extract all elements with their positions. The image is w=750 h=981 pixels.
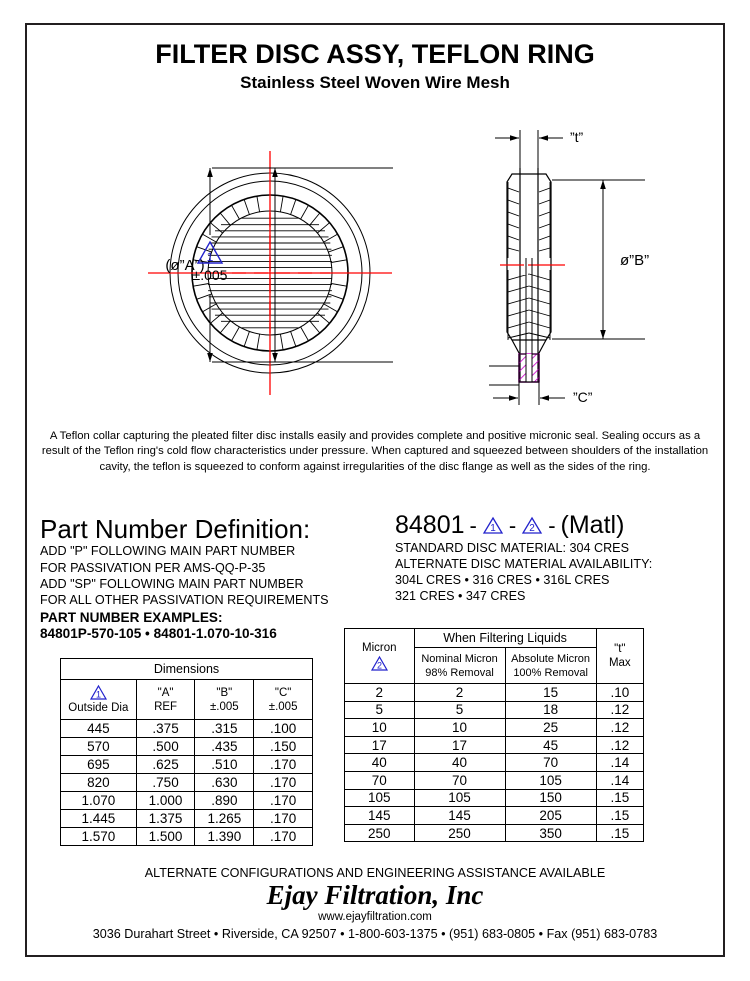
micron-cell: 10 [345,719,415,737]
micron-cell: 45 [505,736,596,754]
dim-cell: .100 [254,720,313,738]
callout-triangle-2-icon [521,516,543,535]
micron-cell: 145 [414,807,505,825]
micron-cell: .12 [596,736,643,754]
micron-cell: 250 [414,824,505,842]
micron-cell: .15 [596,789,643,807]
pn-dash-3: - [548,512,556,538]
dim-header-b-bottom: ±.005 [209,700,239,713]
dim-cell: .170 [254,828,313,846]
pn-dash-1: - [469,512,477,538]
micron-cell: .15 [596,807,643,825]
dim-cell: .510 [195,756,254,774]
table-row [61,792,313,810]
company-name: Ejay Filtration, Inc [266,880,484,910]
callout-triangle-1-icon [482,516,504,535]
table-row [345,771,644,789]
dimensions-table-wrapper [60,658,313,846]
dim-cell: .500 [136,738,195,756]
material-line-2: ALTERNATE DISC MATERIAL AVAILABILITY: [395,556,653,571]
dim-cell: .435 [195,738,254,756]
company-website[interactable]: www.ejayfiltration.com [318,910,432,923]
table-row [345,719,644,737]
dim-cell: 1.500 [136,828,195,846]
dim-cell: .750 [136,774,195,792]
micron-header-cell [345,629,415,684]
dim-cell: .890 [195,792,254,810]
dim-cell: .375 [136,720,195,738]
dim-cell: 445 [61,720,137,738]
dim-header-c-bottom: ±.005 [268,700,298,713]
micron-cell: 70 [345,771,415,789]
table-row [61,738,313,756]
dim-header-b-top: "B" [216,686,233,699]
pn-dash-2: - [508,512,517,538]
dimensions-table-title: Dimensions [61,659,313,680]
t-header-line1: "t" [614,643,626,655]
material-line-4: 321 CRES • 347 CRES [395,589,526,604]
micron-cell: 10 [414,719,505,737]
dim-cell: 570 [61,738,137,756]
dim-header-a [136,680,195,720]
dim-cell: .170 [254,774,313,792]
micron-cell: 205 [505,807,596,825]
table-row [61,756,313,774]
part-number-examples: 84801P-570-105 • 84801-1.070-10-316 [40,626,277,642]
dim-cell: .315 [195,720,254,738]
absolute-line1: Absolute Micron [511,652,591,665]
micron-cell: 70 [414,771,505,789]
micron-cell: .12 [596,701,643,719]
micron-cell: .10 [596,684,643,702]
micron-table-header-row-1 [345,629,644,648]
dim-cell: 1.570 [61,828,137,846]
micron-cell: 350 [505,824,596,842]
callout-triangle-2-icon [370,655,389,672]
t-header-line2: Max [608,657,631,669]
table-row [61,810,313,828]
dimensions-table-header-row [61,680,313,720]
section-view [165,129,649,405]
dim-cell: .170 [254,792,313,810]
description-paragraph: A Teflon collar capturing the pleated filter disc installs easily and provides complete and positive micronic seal. Sealing occurs as a result of the Teflon ring's cold flow characteristics under pressure. When captured and squeezed between shoulders of the installation cavity, the teflon is squeezed to conform against irregularities of the disc flange as well as the sides of the ring. [41,430,709,473]
micron-cell: 5 [345,701,415,719]
micron-cell: .15 [596,824,643,842]
drawing-svg [25,110,725,425]
svg-text:2: 2 [376,660,382,670]
part-number-formula-block [395,512,715,605]
company-address: 3036 Durahart Street • Riverside, CA 92507 • 1-800-603-1375 • (951) 683-0805 • Fax (951) 683-0783 [92,926,658,941]
micron-cell: 40 [345,754,415,772]
table-row [61,720,313,738]
page-title: FILTER DISC ASSY, TEFLON RING [155,39,595,69]
part-number-examples-heading: PART NUMBER EXAMPLES: [40,610,223,626]
pnd-line-4: FOR ALL OTHER PASSIVATION REQUIREMENTS [40,593,329,608]
micron-cell: .12 [596,719,643,737]
dim-header-b [195,680,254,720]
dim-cell: 695 [61,756,137,774]
micron-cell: 105 [414,789,505,807]
dim-header-outside-dia-label: Outside Dia [68,702,129,714]
micron-header-absolute [505,648,596,684]
dim-cell: 1.445 [61,810,137,828]
svg-text:2: 2 [529,523,535,535]
micron-cell: 70 [505,754,596,772]
label-tolerance: ±.005 [192,267,228,283]
dim-header-a-bottom: REF [154,700,178,713]
micron-cell: 2 [414,684,505,702]
dim-header-c-top: "C" [274,686,292,699]
micron-table-wrapper [344,628,644,842]
micron-cell: 17 [414,736,505,754]
table-row [61,828,313,846]
micron-cell: 105 [345,789,415,807]
label-dia-a: (ø”A”) [165,257,205,274]
micron-cell: 5 [414,701,505,719]
micron-cell: 145 [345,807,415,825]
dim-cell: .630 [195,774,254,792]
part-number-definition-block [40,516,370,642]
dim-cell: .625 [136,756,195,774]
table-row [345,736,644,754]
table-row [345,684,644,702]
pnd-line-2: FOR PASSIVATION PER AMS-QQ-P-35 [40,560,266,575]
micron-table [344,628,644,842]
label-t: ”t” [570,129,584,145]
absolute-line2: 100% Removal [513,666,588,679]
dimensions-table [60,658,313,846]
dim-cell: .170 [254,756,313,774]
table-row [61,774,313,792]
micron-cell: 40 [414,754,505,772]
page-subtitle: Stainless Steel Woven Wire Mesh [240,72,510,92]
dim-cell: .150 [254,738,313,756]
label-c: ”C” [573,389,593,405]
footer [25,866,725,941]
label-dia-b: ø”B” [620,252,650,269]
nominal-line1: Nominal Micron [421,652,498,665]
micron-cell: 2 [345,684,415,702]
dim-cell: .170 [254,810,313,828]
table-row [345,701,644,719]
dim-header-c [254,680,313,720]
dimensions-table-title-row [61,659,313,680]
micron-cell: 18 [505,701,596,719]
pnd-line-3: ADD "SP" FOLLOWING MAIN PART NUMBER [40,576,304,591]
dim-cell: 1.375 [136,810,195,828]
micron-cell: .14 [596,771,643,789]
material-line-3: 304L CRES • 316 CRES • 316L CRES [395,573,610,588]
svg-text:1: 1 [490,523,496,535]
dim-cell: 1.000 [136,792,195,810]
title-block [25,40,725,93]
micron-cell: 25 [505,719,596,737]
callout-1-number: 1 [206,250,214,264]
micron-cell: 15 [505,684,596,702]
dim-cell: 1.390 [195,828,254,846]
part-number-definition-heading: Part Number Definition: [40,514,311,544]
micron-header-label: Micron [361,641,397,654]
micron-cell: 105 [505,771,596,789]
dim-header-outside-dia [61,680,137,720]
table-row [345,754,644,772]
micron-cell: 150 [505,789,596,807]
dim-header-a-top: "A" [157,686,174,699]
part-number-formula [395,512,715,540]
pnd-line-1: ADD "P" FOLLOWING MAIN PART NUMBER [40,544,296,559]
dim-cell: 1.070 [61,792,137,810]
dim-cell: 1.265 [195,810,254,828]
table-row [345,789,644,807]
micron-cell: .14 [596,754,643,772]
alternate-configurations-note: ALTERNATE CONFIGURATIONS AND ENGINEERING ASSISTANCE AVAILABLE [144,866,606,880]
micron-header-nominal [414,648,505,684]
micron-header-t [596,629,643,684]
micron-cell: 250 [345,824,415,842]
nominal-line2: 98% Removal [425,666,494,679]
svg-text:1: 1 [95,689,101,700]
callout-triangle-1-icon [89,684,108,701]
dim-cell: 820 [61,774,137,792]
micron-cell: 17 [345,736,415,754]
table-row [345,824,644,842]
pn-base: 84801 [395,511,465,539]
table-row [345,807,644,825]
micron-group-header: When Filtering Liquids [414,629,596,648]
technical-drawing [25,110,725,425]
material-line-1: STANDARD DISC MATERIAL: 304 CRES [395,540,629,555]
pn-suffix: (Matl) [560,511,625,539]
